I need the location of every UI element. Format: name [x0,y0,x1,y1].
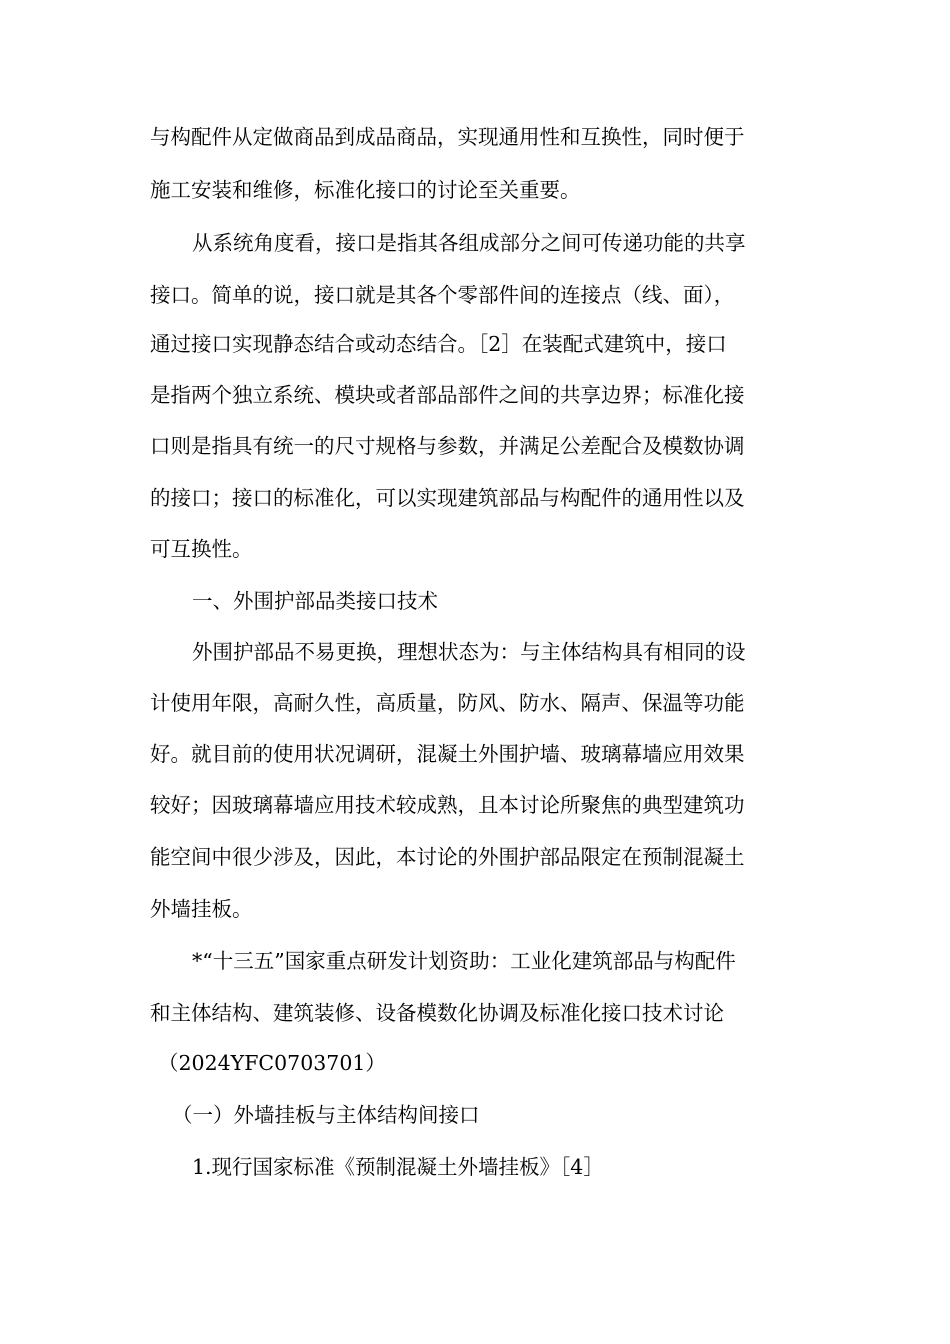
footnote-line-3: （2024YFC0703701） [158,1051,386,1075]
footnote-line-1: *“十三五”国家重点研发计划资助：工业化建筑部品与构配件 [192,949,736,973]
paragraph-line-8: 的接口；接口的标准化，可以实现建筑部品与构配件的通用性以及 [150,486,745,510]
paragraph-line-11: 外围护部品不易更换，理想状态为：与主体结构具有相同的设 [192,640,746,664]
paragraph-line-12: 计使用年限，高耐久性，高质量，防风、防水、隔声、保温等功能 [150,691,745,715]
paragraph-line-7: 口则是指具有统一的尺寸规格与参数，并满足公差配合及模数协调 [150,434,745,458]
subsection-heading: （一）外墙挂板与主体结构间接口 [172,1103,480,1127]
paragraph-line-13: 好。就目前的使用状况调研，混凝土外围护墙、玻璃幕墙应用效果 [150,742,745,766]
paragraph-line-2: 施工安装和维修，标准化接口的讨论至关重要。 [150,178,581,202]
paragraph-line-3: 从系统角度看，接口是指其各组成部分之间可传递功能的共享 [192,231,746,255]
paragraph-line-6: 是指两个独立系统、模块或者部品部件之间的共享边界；标准化接 [150,383,745,407]
footnote-line-2: 和主体结构、建筑装修、设备模数化协调及标准化接口技术讨论 [150,1001,724,1025]
paragraph-line-5: 通过接口实现静态结合或动态结合。［2］在装配式建筑中，接口 [150,332,727,356]
paragraph-line-15: 能空间中很少涉及，因此，本讨论的外围护部品限定在预制混凝土 [150,845,745,869]
paragraph-line-16: 外墙挂板。 [150,897,253,921]
paragraph-line-4: 接口。简单的说，接口就是其各个零部件间的连接点（线、面）， [150,283,735,307]
numbered-heading: 1.现行国家标准《预制混凝土外墙挂板》［4］ [192,1155,604,1179]
section-heading: 一、外围护部品类接口技术 [192,589,438,613]
paragraph-line-14: 较好；因玻璃幕墙应用技术较成熟，且本讨论所聚焦的典型建筑功 [150,793,745,817]
paragraph-line-1: 与构配件从定做商品到成品商品，实现通用性和互换性，同时便于 [150,125,745,149]
paragraph-line-9: 可互换性。 [150,537,253,561]
